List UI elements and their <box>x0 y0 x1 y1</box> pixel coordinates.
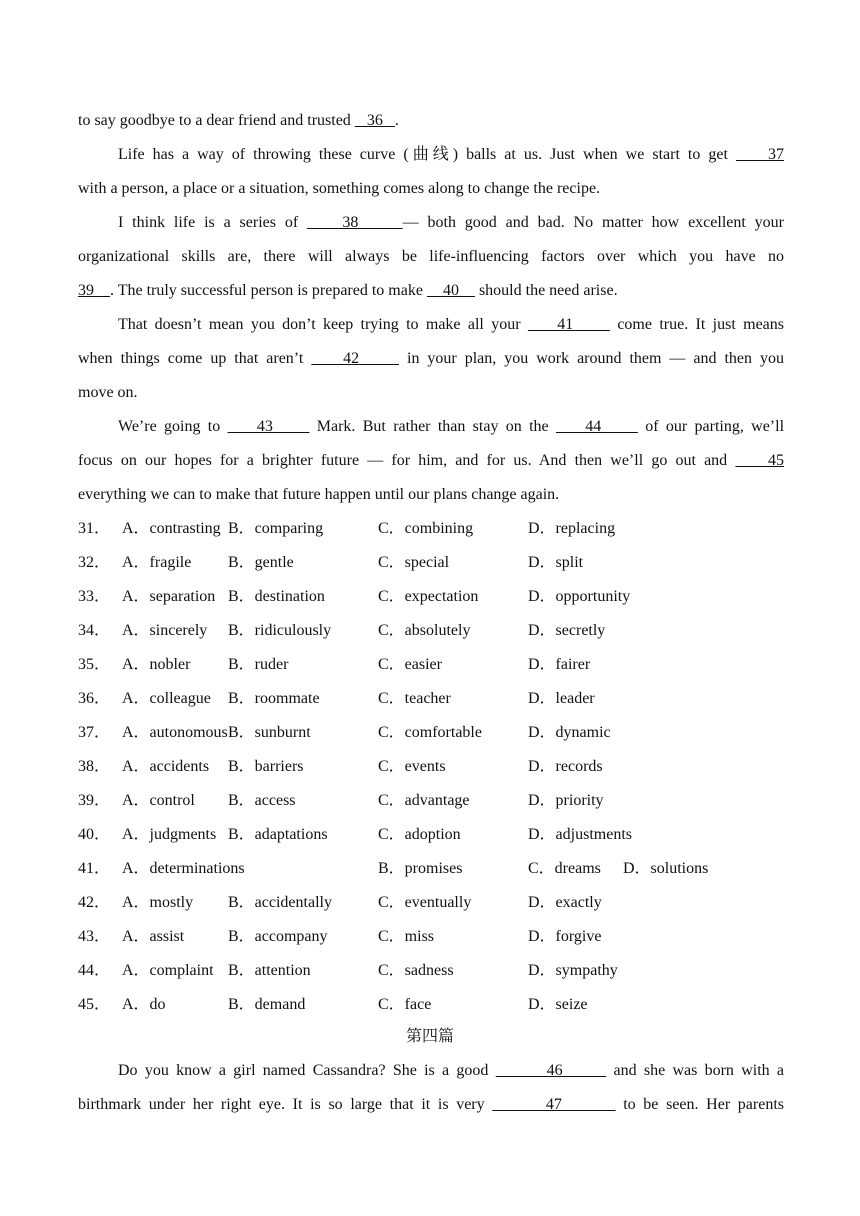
blank-44: 44 <box>555 418 638 435</box>
option-c: C．comfortable <box>378 724 482 741</box>
question-number: 43． <box>78 928 111 945</box>
option-b: B．adaptations <box>228 826 328 843</box>
passage-line <box>78 376 784 410</box>
option-d: D．split <box>528 554 584 571</box>
passage-line <box>78 138 784 172</box>
question-row <box>78 682 784 716</box>
text: focus on our hopes for a brighter future — for him, and for us. And then we’ll go out and <box>78 452 736 469</box>
blank-43: 43 <box>227 418 310 435</box>
question-row <box>78 750 784 784</box>
text: That doesn’t mean you don’t keep trying to make all your <box>118 316 528 333</box>
option-c: C．dreams <box>528 860 601 877</box>
option-d: D．forgive <box>528 928 602 945</box>
question-row <box>78 852 784 886</box>
question-row <box>78 546 784 580</box>
option-a: A．assist <box>122 928 185 945</box>
question-row <box>78 954 784 988</box>
option-d: D．replacing <box>528 520 616 537</box>
option-a: A．contrasting <box>122 520 221 537</box>
option-c: C．adoption <box>378 826 461 843</box>
passage-line <box>78 104 784 138</box>
option-c: C．absolutely <box>378 622 471 639</box>
passage-line <box>78 308 784 342</box>
option-d: D．records <box>528 758 603 775</box>
text: Mark. But rather than stay on the <box>309 418 556 435</box>
question-number: 37． <box>78 724 111 741</box>
text: everything we can to make that future happen until our plans change again. <box>78 486 560 503</box>
text: . The truly successful person is prepared to make <box>110 282 427 299</box>
blank-41: 41 <box>527 316 610 333</box>
blank-36: 36 <box>354 112 395 129</box>
question-number: 45． <box>78 996 111 1013</box>
option-b: B．comparing <box>228 520 324 537</box>
text: — both good and bad. No matter how excellent your <box>402 214 784 231</box>
option-c: C．combining <box>378 520 474 537</box>
blank-45: 45 <box>735 452 785 469</box>
option-b: B．accidentally <box>228 894 332 911</box>
option-b: B．accompany <box>228 928 328 945</box>
text: and she was born with a <box>606 1062 785 1079</box>
option-b: B．destination <box>228 588 325 605</box>
option-a: A．control <box>122 792 195 809</box>
text: to say goodbye to a dear friend and trusted <box>78 112 355 129</box>
blank-42: 42 <box>311 350 400 367</box>
option-a: A．determinations <box>122 860 245 877</box>
option-d: D．leader <box>528 690 595 707</box>
question-row <box>78 716 784 750</box>
option-c: C．expectation <box>378 588 479 605</box>
question-number: 32． <box>78 554 111 571</box>
option-d: D．secretly <box>528 622 606 639</box>
text: to be seen. Her parents <box>615 1096 785 1113</box>
passage-line <box>78 342 784 376</box>
question-row <box>78 784 784 818</box>
option-a: A．judgments <box>122 826 217 843</box>
option-a: A．complaint <box>122 962 214 979</box>
option-a: A．mostly <box>122 894 194 911</box>
question-number: 39． <box>78 792 111 809</box>
option-d: D．seize <box>528 996 588 1013</box>
blank-38: 38 <box>307 214 403 231</box>
text: with a person, a place or a situation, something comes along to change the recipe. <box>78 180 601 197</box>
question-row <box>78 920 784 954</box>
option-b: B．access <box>228 792 296 809</box>
option-c: C．sadness <box>378 962 454 979</box>
question-row <box>78 818 784 852</box>
passage-line <box>78 444 784 478</box>
option-a: A．separation <box>122 588 216 605</box>
text: should the need arise. <box>474 282 618 299</box>
option-b: B．roommate <box>228 690 320 707</box>
text: move on. <box>78 384 138 401</box>
text: I think life is a series of <box>118 214 308 231</box>
question-row <box>78 614 784 648</box>
option-b: B．ridiculously <box>228 622 332 639</box>
question-number: 34． <box>78 622 111 639</box>
passage-line <box>78 1088 784 1122</box>
option-a: A．nobler <box>122 656 191 673</box>
text: Life has a way of throwing these curve (曲线) balls at us. Just when we start to get <box>118 146 736 163</box>
option-d: D．dynamic <box>528 724 611 741</box>
blank-39: 39 <box>78 282 110 299</box>
text: We’re going to <box>118 418 228 435</box>
text: of our parting, we’ll <box>637 418 785 435</box>
text: . <box>394 112 399 129</box>
question-row <box>78 886 784 920</box>
option-c: C．events <box>378 758 446 775</box>
option-d: D．opportunity <box>528 588 631 605</box>
option-d: D．fairer <box>528 656 591 673</box>
question-row <box>78 580 784 614</box>
option-b: B．ruder <box>228 656 289 673</box>
passage-line <box>78 274 784 308</box>
section-title: 第四篇 <box>405 1028 454 1045</box>
question-number: 33． <box>78 588 111 605</box>
passage-line <box>78 1054 784 1088</box>
question-row <box>78 988 784 1022</box>
option-b: B．demand <box>228 996 306 1013</box>
passage-line <box>78 410 784 444</box>
option-a: A．do <box>122 996 166 1013</box>
text: birthmark under her right eye. It is so large that it is very <box>78 1096 493 1113</box>
question-number: 42． <box>78 894 111 911</box>
question-number: 40． <box>78 826 111 843</box>
option-b: B．barriers <box>228 758 304 775</box>
option-c: C．advantage <box>378 792 470 809</box>
text: in your plan, you work around them — and then you <box>399 350 785 367</box>
option-a: A．accidents <box>122 758 210 775</box>
option-d: D．exactly <box>528 894 602 911</box>
option-a: A．fragile <box>122 554 192 571</box>
passage-line <box>78 478 784 512</box>
option-d: D．solutions <box>623 860 709 877</box>
question-row <box>78 512 784 546</box>
blank-46: 46 <box>495 1062 607 1079</box>
option-c: C．eventually <box>378 894 472 911</box>
blank-37: 37 <box>735 146 784 163</box>
question-row <box>78 648 784 682</box>
option-b: B．promises <box>378 860 463 877</box>
option-a: A．colleague <box>122 690 211 707</box>
option-a: A．autonomous <box>122 724 228 741</box>
text: organizational skills are, there will always be life-influencing factors over which you have no <box>78 248 784 265</box>
question-number: 35． <box>78 656 111 673</box>
option-c: C．miss <box>378 928 435 945</box>
option-b: B．attention <box>228 962 311 979</box>
option-d: D．adjustments <box>528 826 632 843</box>
option-c: C．easier <box>378 656 442 673</box>
text: come true. It just means <box>609 316 784 333</box>
question-number: 36． <box>78 690 111 707</box>
option-c: C．face <box>378 996 432 1013</box>
passage-line <box>78 206 784 240</box>
option-b: B．sunburnt <box>228 724 311 741</box>
blank-40: 40 <box>426 282 475 299</box>
option-d: D．sympathy <box>528 962 618 979</box>
question-number: 31． <box>78 520 111 537</box>
question-number: 41． <box>78 860 111 877</box>
option-a: A．sincerely <box>122 622 208 639</box>
option-c: C．teacher <box>378 690 451 707</box>
passage-line <box>78 240 784 274</box>
option-b: B．gentle <box>228 554 294 571</box>
question-number: 38． <box>78 758 111 775</box>
text: when things come up that aren’t <box>78 350 312 367</box>
blank-47: 47 <box>492 1096 616 1113</box>
option-d: D．priority <box>528 792 604 809</box>
question-number: 44． <box>78 962 111 979</box>
option-c: C．special <box>378 554 450 571</box>
passage-line <box>78 172 784 206</box>
text: Do you know a girl named Cassandra? She is a good <box>118 1062 496 1079</box>
